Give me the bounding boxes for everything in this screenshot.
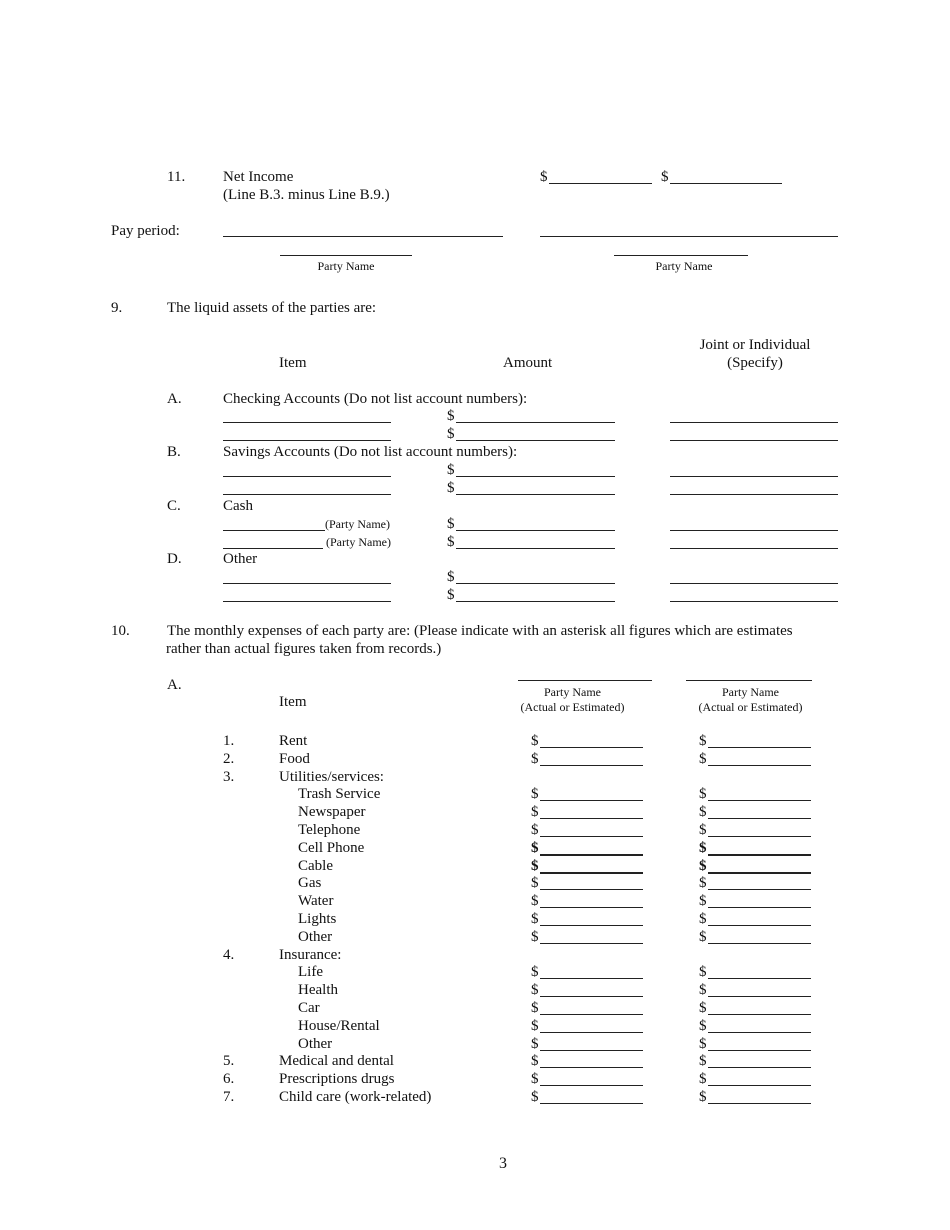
asset-category-label: Savings Accounts (Do not list account numbers): (223, 444, 518, 460)
expense-amount-field-party-1[interactable] (540, 1014, 643, 1015)
asset-amount-field[interactable] (456, 583, 615, 584)
col-item-header: Item (279, 355, 307, 371)
dollar-sign: $ (699, 875, 707, 891)
asset-joint-field[interactable] (670, 601, 838, 602)
asset-letter: B. (167, 444, 181, 460)
dollar-sign: $ (699, 822, 707, 838)
dollar-sign: $ (699, 982, 707, 998)
party-name-caption: Party Name (722, 685, 779, 699)
expense-amount-field-party-1[interactable] (540, 1067, 643, 1068)
dollar-sign: $ (531, 786, 539, 802)
dollar-sign: $ (447, 534, 455, 550)
expense-amount-field-party-2[interactable] (708, 818, 811, 819)
net-income-sublabel: (Line B.3. minus Line B.9.) (223, 187, 390, 203)
cash-party-caption: (Party Name) (325, 517, 390, 531)
asset-joint-field[interactable] (670, 476, 838, 477)
expense-amount-field-party-1[interactable] (540, 854, 643, 856)
expense-amount-field-party-1[interactable] (540, 1050, 643, 1051)
section-9-title: The liquid assets of the parties are: (167, 300, 377, 316)
asset-joint-field[interactable] (670, 530, 838, 531)
expense-amount-field-party-2[interactable] (708, 836, 811, 837)
expense-item-label: Health (298, 982, 338, 998)
dollar-sign: $ (699, 858, 707, 874)
asset-category-label: Checking Accounts (Do not list account numbers): (223, 391, 528, 407)
expense-party-name-field-2[interactable] (686, 680, 812, 681)
pay-period-field-1[interactable] (223, 236, 503, 237)
dollar-sign: $ (447, 480, 455, 496)
expense-amount-field-party-2[interactable] (708, 1085, 811, 1086)
expense-item-label: Newspaper (298, 804, 366, 820)
expense-amount-field-party-2[interactable] (708, 978, 811, 979)
net-income-field-2[interactable] (670, 183, 782, 184)
dollar-sign: $ (699, 911, 707, 927)
dollar-sign: $ (699, 786, 707, 802)
dollar-sign: $ (531, 929, 539, 945)
expense-amount-field-party-1[interactable] (540, 1085, 643, 1086)
expense-item-label: Other (298, 1036, 333, 1052)
expense-amount-field-party-1[interactable] (540, 907, 643, 908)
expense-item-label: Water (298, 893, 334, 909)
dollar-sign: $ (699, 929, 707, 945)
asset-item-field[interactable] (223, 601, 391, 602)
expense-item-label: Telephone (298, 822, 361, 838)
section-10-number: 10. (111, 623, 130, 639)
asset-amount-field[interactable] (456, 601, 615, 602)
cash-party-field[interactable] (223, 548, 323, 549)
section-9-number: 9. (111, 300, 123, 316)
dollar-sign: $ (531, 733, 539, 749)
dollar-sign: $ (531, 1071, 539, 1087)
expense-amount-field-party-1[interactable] (540, 765, 643, 766)
dollar-sign: $ (447, 462, 455, 478)
pay-period-label: Pay period: (111, 223, 180, 239)
expense-amount-field-party-2[interactable] (708, 854, 811, 856)
asset-amount-field[interactable] (456, 440, 615, 441)
dollar-sign: $ (447, 408, 455, 424)
dollar-sign: $ (531, 858, 539, 874)
expenses-item-header: Item (279, 694, 307, 710)
expense-amount-field-party-2[interactable] (708, 1014, 811, 1015)
dollar-sign: $ (699, 1053, 707, 1069)
asset-joint-field[interactable] (670, 440, 838, 441)
expense-party-name-field-1[interactable] (518, 680, 652, 681)
expense-amount-field-party-1[interactable] (540, 1032, 643, 1033)
col-joint-header: Joint or Individual (699, 337, 811, 353)
asset-category-label: Cash (223, 498, 253, 514)
dollar-sign: $ (699, 733, 707, 749)
expense-amount-field-party-2[interactable] (708, 943, 811, 944)
actual-estimated-caption: (Actual or Estimated) (520, 700, 625, 714)
dollar-sign: $ (699, 1089, 707, 1105)
dollar-sign: $ (699, 1000, 707, 1016)
asset-item-field[interactable] (223, 476, 391, 477)
net-income-field-1[interactable] (549, 183, 652, 184)
dollar-sign: $ (531, 893, 539, 909)
expense-item-label: Insurance: (279, 947, 342, 963)
dollar-sign: $ (447, 587, 455, 603)
expense-amount-field-party-1[interactable] (540, 836, 643, 837)
expense-item-label: Rent (279, 733, 308, 749)
asset-joint-field[interactable] (670, 494, 838, 495)
net-income-number: 11. (167, 169, 186, 185)
dollar-sign: $ (661, 169, 669, 185)
expense-item-label: Cell Phone (298, 840, 365, 856)
dollar-sign: $ (531, 1000, 539, 1016)
expense-amount-field-party-1[interactable] (540, 889, 643, 890)
expense-number: 2. (223, 751, 235, 767)
actual-estimated-caption: (Actual or Estimated) (698, 700, 803, 714)
col-amount-header: Amount (503, 355, 553, 371)
expense-amount-field-party-1[interactable] (540, 1103, 643, 1104)
dollar-sign: $ (699, 1018, 707, 1034)
dollar-sign: $ (531, 822, 539, 838)
expense-number: 6. (223, 1071, 235, 1087)
net-income-label: Net Income (223, 169, 294, 185)
party-name-caption: Party Name (317, 259, 375, 273)
cash-party-field[interactable] (223, 530, 325, 531)
dollar-sign: $ (531, 911, 539, 927)
dollar-sign: $ (531, 875, 539, 891)
party-name-field-1[interactable] (280, 255, 412, 256)
expense-amount-field-party-1[interactable] (540, 872, 643, 874)
asset-amount-field[interactable] (456, 422, 615, 423)
dollar-sign: $ (531, 982, 539, 998)
expense-amount-field-party-1[interactable] (540, 978, 643, 979)
expense-amount-field-party-2[interactable] (708, 907, 811, 908)
party-name-caption: Party Name (655, 259, 713, 273)
expense-number: 7. (223, 1089, 235, 1105)
asset-amount-field[interactable] (456, 476, 615, 477)
party-name-caption: Party Name (544, 685, 601, 699)
expense-item-label: Food (279, 751, 310, 767)
asset-amount-field[interactable] (456, 548, 615, 549)
expense-item-label: Car (298, 1000, 320, 1016)
dollar-sign: $ (531, 1036, 539, 1052)
party-name-field-2[interactable] (614, 255, 748, 256)
asset-joint-field[interactable] (670, 548, 838, 549)
asset-category-label: Other (223, 551, 258, 567)
expense-amount-field-party-2[interactable] (708, 1103, 811, 1104)
expense-number: 1. (223, 733, 235, 749)
expense-amount-field-party-1[interactable] (540, 747, 643, 748)
cash-party-caption: (Party Name) (326, 535, 391, 549)
dollar-sign: $ (531, 964, 539, 980)
dollar-sign: $ (699, 1036, 707, 1052)
dollar-sign: $ (699, 751, 707, 767)
expense-amount-field-party-2[interactable] (708, 996, 811, 997)
dollar-sign: $ (531, 751, 539, 767)
dollar-sign: $ (447, 426, 455, 442)
expense-item-label: Prescriptions drugs (279, 1071, 395, 1087)
asset-item-field[interactable] (223, 440, 391, 441)
expense-amount-field-party-1[interactable] (540, 943, 643, 944)
expense-item-label: Cable (298, 858, 333, 874)
dollar-sign: $ (699, 804, 707, 820)
dollar-sign: $ (699, 1071, 707, 1087)
expense-amount-field-party-2[interactable] (708, 889, 811, 890)
expense-item-label: Lights (298, 911, 337, 927)
pay-period-field-2[interactable] (540, 236, 838, 237)
asset-amount-field[interactable] (456, 530, 615, 531)
dollar-sign: $ (699, 840, 707, 856)
dollar-sign: $ (699, 893, 707, 909)
expense-item-label: Gas (298, 875, 322, 891)
expense-amount-field-party-1[interactable] (540, 800, 643, 801)
expense-amount-field-party-2[interactable] (708, 1050, 811, 1051)
asset-amount-field[interactable] (456, 494, 615, 495)
expense-amount-field-party-1[interactable] (540, 996, 643, 997)
asset-item-field[interactable] (223, 422, 391, 423)
expense-item-label: House/Rental (298, 1018, 380, 1034)
expense-amount-field-party-2[interactable] (708, 872, 811, 874)
asset-joint-field[interactable] (670, 422, 838, 423)
dollar-sign: $ (531, 1089, 539, 1105)
expense-amount-field-party-2[interactable] (708, 1067, 811, 1068)
dollar-sign: $ (531, 840, 539, 856)
asset-joint-field[interactable] (670, 583, 838, 584)
asset-letter: D. (167, 551, 182, 567)
expense-number: 5. (223, 1053, 235, 1069)
expense-item-label: Life (298, 964, 323, 980)
expense-item-label: Child care (work-related) (279, 1089, 432, 1105)
page-number: 3 (499, 1155, 507, 1172)
dollar-sign: $ (447, 569, 455, 585)
asset-letter: A. (167, 391, 182, 407)
expense-item-label: Other (298, 929, 333, 945)
expense-amount-field-party-2[interactable] (708, 925, 811, 926)
section-10-title-cont: rather than actual figures taken from records.) (166, 641, 442, 657)
expense-item-label: Medical and dental (279, 1053, 394, 1069)
dollar-sign: $ (447, 516, 455, 532)
dollar-sign: $ (531, 1018, 539, 1034)
dollar-sign: $ (531, 1053, 539, 1069)
expenses-letter: A. (167, 677, 182, 693)
expense-amount-field-party-1[interactable] (540, 925, 643, 926)
expense-amount-field-party-1[interactable] (540, 818, 643, 819)
expense-amount-field-party-2[interactable] (708, 1032, 811, 1033)
asset-letter: C. (167, 498, 181, 514)
expense-item-label: Trash Service (298, 786, 381, 802)
expense-amount-field-party-2[interactable] (708, 800, 811, 801)
asset-item-field[interactable] (223, 583, 391, 584)
expense-amount-field-party-2[interactable] (708, 747, 811, 748)
col-specify-header: (Specify) (727, 355, 783, 371)
dollar-sign: $ (531, 804, 539, 820)
expense-item-label: Utilities/services: (279, 769, 384, 785)
dollar-sign: $ (540, 169, 548, 185)
expense-number: 4. (223, 947, 235, 963)
dollar-sign: $ (699, 964, 707, 980)
expense-amount-field-party-2[interactable] (708, 765, 811, 766)
section-10-title: The monthly expenses of each party are: (Please indicate with an asterisk all figures which are estimates (167, 623, 793, 639)
expense-number: 3. (223, 769, 235, 785)
asset-item-field[interactable] (223, 494, 391, 495)
